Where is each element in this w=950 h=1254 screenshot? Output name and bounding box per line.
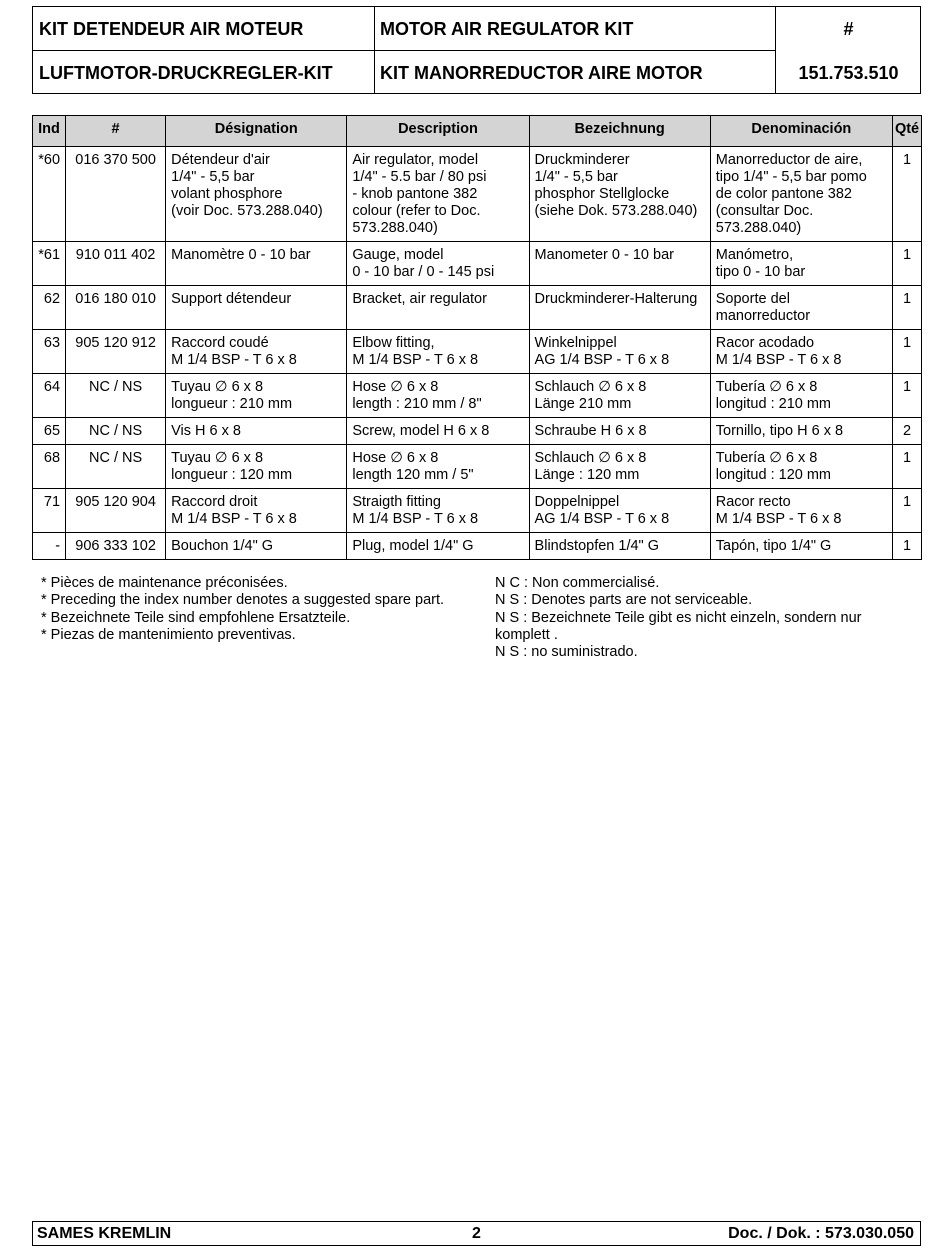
company-name: SAMES KREMLIN	[37, 1225, 172, 1242]
hash-label: #	[843, 19, 854, 39]
cell-text-line: Manomètre 0 - 10 bar	[171, 247, 311, 263]
column-header-bezeichnung: Bezeichnung	[529, 116, 710, 147]
cell-text-line: M 1/4 BSP - T 6 x 8	[715, 352, 842, 368]
cell-text-line: colour (refer to Doc.	[352, 203, 481, 219]
cell-text-line: Tuyau ∅ 6 x 8	[171, 379, 264, 395]
cell-text-line: AG 1/4 BSP - T 6 x 8	[534, 511, 670, 527]
cell-denominacion	[710, 489, 892, 533]
cell-text-line: length : 210 mm / 8"	[352, 396, 482, 412]
cell-text-line: Straigth fitting	[352, 494, 442, 510]
cell-text-line: (consultar Doc.	[715, 203, 814, 219]
cell-text-line: M 1/4 BSP - T 6 x 8	[352, 352, 479, 368]
cell-denominacion	[710, 286, 892, 330]
table-row	[33, 374, 922, 418]
cell-text-line: M 1/4 BSP - T 6 x 8	[352, 511, 479, 527]
cell-text-line: tipo 0 - 10 bar	[715, 264, 806, 280]
cell-text-line: Schraube H 6 x 8	[534, 423, 647, 439]
cell-text-line: Schlauch ∅ 6 x 8	[534, 450, 647, 466]
cell-part-number: 016 370 500	[66, 147, 166, 242]
cell-text-line: longueur : 120 mm	[171, 467, 293, 483]
cell-index: -	[33, 533, 66, 560]
cell-text-line: Racor recto	[715, 494, 791, 510]
table-row	[33, 489, 922, 533]
table-row	[33, 330, 922, 374]
cell-text-line: Tubería ∅ 6 x 8	[715, 450, 818, 466]
document-footer	[32, 1221, 921, 1246]
cell-part-number: 905 120 912	[66, 330, 166, 374]
cell-text-line: 1/4" - 5,5 bar	[534, 169, 618, 185]
table-row	[33, 533, 922, 560]
page-number: 2	[472, 1225, 481, 1242]
cell-bezeichnung	[529, 286, 710, 330]
cell-index: 62	[33, 286, 66, 330]
cell-quantity: 1	[892, 286, 921, 330]
cell-index: 64	[33, 374, 66, 418]
cell-description	[347, 445, 529, 489]
cell-text-line: Plug, model 1/4" G	[352, 538, 474, 554]
title-de: LUFTMOTOR-DRUCKREGLER-KIT	[39, 63, 333, 83]
cell-text-line: Raccord coudé	[171, 335, 269, 351]
cell-text-line: Tuyau ∅ 6 x 8	[171, 450, 264, 466]
cell-quantity: 1	[892, 242, 921, 286]
cell-text-line: AG 1/4 BSP - T 6 x 8	[534, 352, 670, 368]
cell-designation	[166, 147, 347, 242]
cell-description	[347, 242, 529, 286]
cell-denominacion	[710, 330, 892, 374]
cell-denominacion	[710, 445, 892, 489]
cell-text-line: Schlauch ∅ 6 x 8	[534, 379, 647, 395]
cell-text-line: (siehe Dok. 573.288.040)	[534, 203, 698, 219]
cell-part-number: 910 011 402	[66, 242, 166, 286]
cell-description	[347, 418, 529, 445]
cell-text-line: Racor acodado	[715, 335, 815, 351]
cell-denominacion	[710, 374, 892, 418]
cell-description	[347, 374, 529, 418]
title-en: MOTOR AIR REGULATOR KIT	[380, 19, 634, 39]
cell-text-line: Länge 210 mm	[534, 396, 632, 412]
cell-text-line: length 120 mm / 5"	[352, 467, 474, 483]
column-header-number: #	[66, 116, 166, 147]
cell-text-line: longitud : 210 mm	[715, 396, 832, 412]
cell-text-line: Blindstopfen 1/4" G	[534, 538, 659, 554]
cell-text-line: Manorreductor de aire,	[715, 152, 863, 168]
header-divider	[33, 50, 775, 51]
column-header-denominacion: Denominación	[710, 116, 892, 147]
note-line: N C : Non commercialisé.	[495, 575, 660, 591]
cell-bezeichnung	[529, 147, 710, 242]
note-line: N S : no suministrado.	[495, 644, 638, 661]
cell-text-line: Détendeur d'air	[171, 152, 270, 168]
title-fr: KIT DETENDEUR AIR MOTEUR	[39, 19, 304, 39]
cell-text-line: Manometer 0 - 10 bar	[534, 247, 674, 263]
cell-designation	[166, 418, 347, 445]
cell-text-line: Soporte del	[715, 291, 790, 307]
note-line: * Bezeichnete Teile sind empfohlene Ersatzteile.	[41, 609, 351, 626]
cell-text-line: volant phosphore	[171, 186, 283, 202]
cell-part-number: 016 180 010	[66, 286, 166, 330]
cell-text-line: Bouchon 1/4" G	[171, 538, 274, 554]
cell-designation	[166, 242, 347, 286]
cell-text-line: (voir Doc. 573.288.040)	[171, 203, 323, 219]
cell-text-line: Manómetro,	[715, 247, 794, 263]
cell-text-line: Tapón, tipo 1/4" G	[715, 538, 832, 554]
cell-designation	[166, 374, 347, 418]
column-header-qty: Qté	[892, 116, 921, 147]
cell-text-line: Elbow fitting,	[352, 335, 435, 351]
cell-text-line: de color pantone 382	[715, 186, 852, 202]
kit-number: 151.753.510	[798, 63, 899, 83]
cell-part-number: 905 120 904	[66, 489, 166, 533]
cell-text-line: 1/4" - 5,5 bar	[171, 169, 255, 185]
cell-text-line: tipo 1/4" - 5,5 bar pomo	[715, 169, 867, 185]
column-header-designation: Désignation	[166, 116, 347, 147]
cell-description	[347, 330, 529, 374]
cell-text-line: M 1/4 BSP - T 6 x 8	[171, 511, 297, 527]
cell-text-line: Raccord droit	[171, 494, 258, 510]
document-header	[32, 6, 921, 94]
cell-description	[347, 489, 529, 533]
cell-index: 63	[33, 330, 66, 374]
cell-index: *61	[33, 242, 66, 286]
cell-quantity: 1	[892, 533, 921, 560]
cell-designation	[166, 489, 347, 533]
column-header-description: Description	[347, 116, 529, 147]
cell-text-line: Tubería ∅ 6 x 8	[715, 379, 818, 395]
note-line: N S : Denotes parts are not serviceable.	[495, 592, 753, 609]
cell-bezeichnung	[529, 533, 710, 560]
cell-text-line: 573.288.040)	[715, 220, 802, 236]
cell-text-line: Air regulator, model	[352, 152, 479, 168]
spare-part-notes	[41, 575, 481, 644]
table-row	[33, 445, 922, 489]
parts-table	[32, 115, 922, 560]
cell-denominacion	[710, 418, 892, 445]
table-row	[33, 418, 922, 445]
cell-part-number: NC / NS	[66, 418, 166, 445]
cell-text-line: 1/4" - 5.5 bar / 80 psi	[352, 169, 487, 185]
cell-index: 68	[33, 445, 66, 489]
cell-text-line: longueur : 210 mm	[171, 396, 293, 412]
cell-text-line: Vis H 6 x 8	[171, 423, 241, 439]
cell-bezeichnung	[529, 374, 710, 418]
cell-designation	[166, 533, 347, 560]
cell-text-line: M 1/4 BSP - T 6 x 8	[171, 352, 297, 368]
title-es: KIT MANORREDUCTOR AIRE MOTOR	[380, 63, 703, 83]
cell-denominacion	[710, 242, 892, 286]
cell-quantity: 1	[892, 445, 921, 489]
cell-text-line: manorreductor	[715, 308, 811, 324]
cell-bezeichnung	[529, 418, 710, 445]
cell-designation	[166, 445, 347, 489]
cell-text-line: Druckminderer	[534, 152, 630, 168]
cell-quantity: 1	[892, 374, 921, 418]
cell-text-line: M 1/4 BSP - T 6 x 8	[715, 511, 842, 527]
cell-bezeichnung	[529, 242, 710, 286]
cell-text-line: Support détendeur	[171, 291, 292, 307]
note-line: * Preceding the index number denotes a suggested spare part.	[41, 592, 445, 609]
cell-text-line: 573.288.040)	[352, 220, 438, 236]
cell-bezeichnung	[529, 489, 710, 533]
cell-text-line: Tornillo, tipo H 6 x 8	[715, 423, 844, 439]
note-line: * Piezas de mantenimiento preventivas.	[41, 626, 296, 643]
note-line: * Pièces de maintenance préconisées.	[41, 575, 288, 591]
cell-text-line: phosphor Stellglocke	[534, 186, 670, 202]
cell-text-line: longitud : 120 mm	[715, 467, 832, 483]
cell-text-line: Bracket, air regulator	[352, 291, 487, 307]
cell-bezeichnung	[529, 330, 710, 374]
cell-description	[347, 286, 529, 330]
cell-quantity: 2	[892, 418, 921, 445]
table-header-row	[33, 116, 922, 147]
cell-index: *60	[33, 147, 66, 242]
cell-part-number: 906 333 102	[66, 533, 166, 560]
cell-quantity: 1	[892, 489, 921, 533]
cell-part-number: NC / NS	[66, 374, 166, 418]
cell-denominacion	[710, 533, 892, 560]
cell-text-line: Hose ∅ 6 x 8	[352, 450, 439, 466]
table-row	[33, 286, 922, 330]
cell-text-line: Doppelnippel	[534, 494, 620, 510]
cell-quantity: 1	[892, 147, 921, 242]
cell-quantity: 1	[892, 330, 921, 374]
cell-description	[347, 147, 529, 242]
cell-description	[347, 533, 529, 560]
cell-text-line: Winkelnippel	[534, 335, 617, 351]
cell-part-number: NC / NS	[66, 445, 166, 489]
cell-bezeichnung	[529, 445, 710, 489]
cell-designation	[166, 286, 347, 330]
cell-designation	[166, 330, 347, 374]
cell-index: 71	[33, 489, 66, 533]
cell-denominacion	[710, 147, 892, 242]
cell-text-line: Länge : 120 mm	[534, 467, 640, 483]
note-line: N S : Bezeichnete Teile gibt es nicht einzeln, sondern nur komplett .	[495, 609, 862, 643]
cell-text-line: Hose ∅ 6 x 8	[352, 379, 439, 395]
column-header-ind: Ind	[33, 116, 66, 147]
cell-text-line: 0 - 10 bar / 0 - 145 psi	[352, 264, 495, 280]
cell-text-line: - knob pantone 382	[352, 186, 478, 202]
table-body	[33, 147, 922, 560]
table-row	[33, 147, 922, 242]
cell-text-line: Gauge, model	[352, 247, 444, 263]
table-row	[33, 242, 922, 286]
doc-reference: Doc. / Dok. : 573.030.050	[728, 1225, 914, 1242]
cell-index: 65	[33, 418, 66, 445]
cell-text-line: Druckminderer-Halterung	[534, 291, 698, 307]
cell-text-line: Screw, model H 6 x 8	[352, 423, 490, 439]
nc-ns-notes	[495, 575, 915, 661]
